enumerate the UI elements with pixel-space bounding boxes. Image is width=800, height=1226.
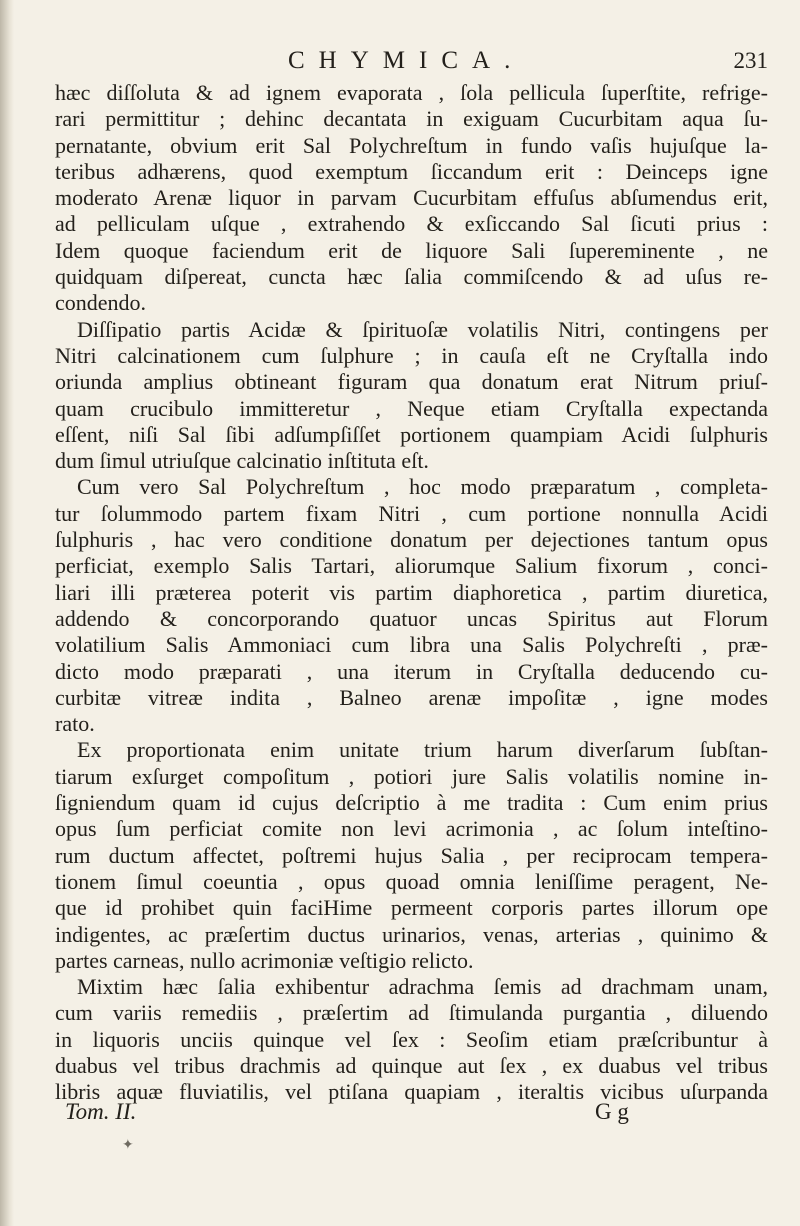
volume-label: Tom. II. bbox=[65, 1099, 137, 1124]
text-line: pernatante, obvium erit Sal Polychreſtum in fundo vaſis hujuſque la- bbox=[55, 132, 768, 158]
text-line: indigentes, ac præſertim ductus urinarios, venas, arterias , quinimo & bbox=[55, 921, 768, 947]
text-line: Cum vero Sal Polychreſtum , hoc modo præparatum , completa- bbox=[77, 474, 768, 500]
text-line: teribus adhærens, quod exemptum ſiccandum erit : Deinceps igne bbox=[55, 158, 768, 184]
page-number: 231 bbox=[733, 48, 768, 73]
ink-mark: ✦ bbox=[122, 1138, 134, 1153]
text-line: curbitæ vitreæ indita , Balneo arenæ impoſitæ , igne modes bbox=[55, 684, 768, 710]
text-line: quam crucibulo immitteretur , Neque etiam Cryſtalla expectanda bbox=[55, 395, 768, 421]
text-line: dum ſimul utriuſque calcinatio inſtituta eſt. bbox=[55, 448, 429, 474]
page-footer bbox=[55, 1097, 768, 1127]
text-line: Ex proportionata enim unitate trium harum diverſarum ſubſtan- bbox=[77, 737, 768, 763]
text-line: perficiat, exemplo Salis Tartari, aliorumque Salium fixorum , conci- bbox=[55, 553, 768, 579]
text-line: ad pelliculam uſque , extrahendo & exſiccando Sal ſicuti prius : bbox=[55, 211, 768, 237]
text-line: rum ductum affectet, poſtremi hujus Salia , per reciprocam tempera- bbox=[55, 842, 768, 868]
text-line: ſulphuris , hac vero conditione donatum per dejectiones tantum opus bbox=[55, 527, 768, 553]
text-line: Diſſipatio partis Acidæ & ſpirituoſæ volatilis Nitri, contingens per bbox=[77, 316, 768, 342]
text-line: tiarum exſurget compoſitum , potiori jure Salis volatilis nomine in- bbox=[55, 763, 768, 789]
text-line: oriunda amplius obtineant figuram qua donatum erat Nitrum priuſ- bbox=[55, 369, 768, 395]
text-line: Idem quoque faciendum erit de liquore Sali ſupereminente , ne bbox=[55, 237, 768, 263]
text-line: eſſent, niſi Sal ſibi adſumpſiſſet portionem quampiam Acidi ſulphuris bbox=[55, 421, 768, 447]
text-line: dicto modo præparati , una iterum in Cryſtalla deducendo cu- bbox=[55, 658, 768, 684]
text-line: quidquam diſpereat, cuncta hæc ſalia commiſcendo & ad uſus re- bbox=[55, 264, 768, 290]
text-line: rato. bbox=[55, 711, 95, 737]
text-line: condendo. bbox=[55, 290, 147, 316]
running-title: CHYMICA. bbox=[288, 47, 525, 74]
text-line: ſigniendum quam id cujus deſcriptio à me tradita : Cum enim prius bbox=[55, 790, 768, 816]
text-line: Mixtim hæc ſalia exhibentur adrachma ſemis ad drachmam unam, bbox=[77, 974, 768, 1000]
page-header bbox=[0, 44, 800, 78]
text-line: liari illi præterea poterit vis partim diaphoretica , partim diuretica, bbox=[55, 579, 768, 605]
text-line: tur ſolummodo partem fixam Nitri , cum portione nonnulla Acidi bbox=[55, 500, 768, 526]
text-line: libris aquæ fluviatilis, vel ptiſana quapiam , iteraltis vicibus uſurpanda bbox=[55, 1079, 768, 1105]
text-line: addendo & concorporando quatuor uncas Spiritus aut Florum bbox=[55, 605, 768, 631]
text-line: que id prohibet quin faciHime permeent corporis partes illorum ope bbox=[55, 895, 768, 921]
text-line: in liquoris unciis quinque vel ſex : Seoſim etiam præſcribuntur à bbox=[55, 1026, 768, 1052]
text-line: volatilium Salis Ammoniaci cum libra una Salis Polychreſti , præ- bbox=[55, 632, 768, 658]
text-line: hæc diſſoluta & ad ignem evaporata , ſola pellicula ſuperſtite, refrige- bbox=[55, 80, 768, 105]
text-line: Nitri calcinationem cum ſulphure ; in cauſa eſt ne Cryſtalla indo bbox=[55, 342, 768, 368]
text-line: rari permittitur ; dehinc decantata in exiguam Cucurbitam aqua ſu- bbox=[55, 106, 768, 132]
text-line: duabus vel tribus drachmis ad quinque aut ſex , ex duabus vel tribus bbox=[55, 1052, 768, 1078]
body-text bbox=[55, 80, 768, 1106]
signature-mark: G g bbox=[595, 1099, 629, 1124]
text-line: partes carneas, nullo acrimoniæ veſtigio relicto. bbox=[55, 947, 474, 973]
text-line: opus ſum perficiat comite non levi acrimonia , ac ſolum inteſtino- bbox=[55, 816, 768, 842]
text-line: moderato Arenæ liquor in parvam Cucurbitam effuſus abſumendus erit, bbox=[55, 185, 768, 211]
page-gutter-shadow bbox=[0, 0, 14, 1226]
text-line: cum variis remediis , præſertim ad ſtimulanda purgantia , diluendo bbox=[55, 1000, 768, 1026]
text-line: tionem ſimul coeuntia , opus quoad omnia leniſſime peragent, Ne- bbox=[55, 868, 768, 894]
